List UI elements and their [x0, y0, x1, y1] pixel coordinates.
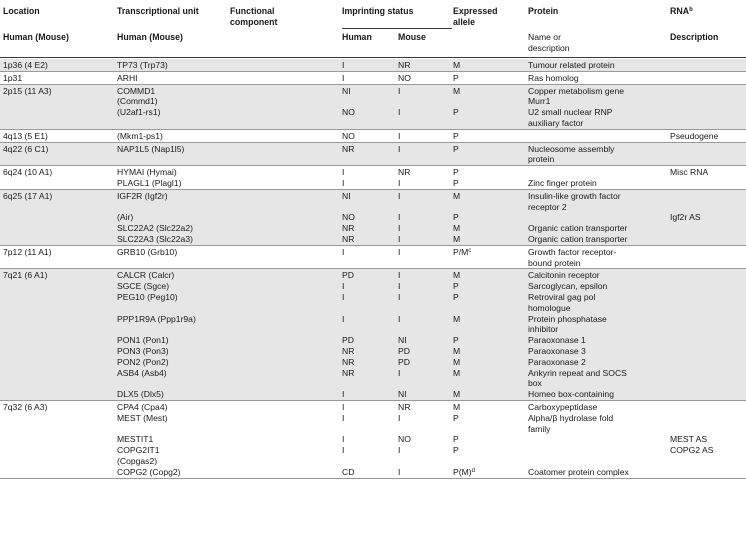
cell-loc: 6q25 (17 A1)	[3, 190, 53, 201]
cell-mouse: I	[398, 143, 401, 154]
cell-protein: Nucleosome assembly	[528, 143, 615, 154]
cell-loc: 2p15 (11 A3)	[3, 85, 52, 96]
cell-loc: 1p36 (4 E2)	[3, 60, 48, 70]
cell-unit: MEST (Mest)	[117, 412, 168, 423]
cell-allele: P	[453, 177, 459, 188]
cell-human: I	[342, 434, 345, 445]
cell-protein: Paraoxonase 3	[528, 345, 586, 356]
cell-human: NI	[342, 85, 351, 96]
header-allele: allele	[453, 17, 476, 27]
cell-unit: PON2 (Pon2)	[117, 356, 169, 367]
cell-human: I	[342, 313, 345, 324]
cell-protein: Coatomer protein complex	[528, 466, 629, 477]
cell-rna: Igf2r AS	[670, 212, 701, 223]
cell-rna: COPG2 AS	[670, 445, 714, 456]
cell-unit: (Copgas2)	[117, 456, 158, 466]
cell-rna: MEST AS	[670, 434, 708, 445]
cell-human: I	[342, 60, 345, 70]
cell-allele: M	[453, 367, 461, 378]
cell-loc: 4q13 (5 E1)	[3, 130, 48, 141]
cell-allele: M	[453, 85, 461, 96]
cell-unit: PEG10 (Peg10)	[117, 291, 178, 302]
cell-allele: P	[453, 434, 459, 445]
cell-unit: ARHI	[117, 72, 138, 83]
cell-unit: (Commd1)	[117, 96, 158, 107]
cell-mouse: NR	[398, 60, 411, 70]
cell-human: NR	[342, 356, 355, 367]
cell-human: NR	[342, 143, 355, 154]
cell-unit: NAP1L5 (Nap1l5)	[117, 143, 185, 154]
cell-allele: M	[453, 233, 461, 244]
cell-unit: PPP1R9A (Ppp1r9a)	[117, 313, 196, 324]
cell-mouse: I	[398, 291, 401, 302]
cell-protein: protein	[528, 154, 555, 165]
cell-unit: ASB4 (Asb4)	[117, 367, 167, 378]
cell-protein: U2 small nuclear RNP	[528, 107, 613, 118]
cell-unit: COPG2IT1	[117, 445, 160, 456]
header-rule	[0, 57, 746, 58]
cell-protein: Growth factor receptor-	[528, 246, 617, 257]
cell-loc: 4q22 (6 C1)	[3, 143, 49, 154]
cell-protein: homologue	[528, 302, 571, 313]
cell-human: PD	[342, 335, 354, 346]
header-rna: RNA$^b$	[670, 6, 693, 16]
cell-mouse: I	[398, 246, 401, 257]
cell-protein: auxiliary factor	[528, 117, 584, 128]
cell-human: I	[342, 412, 345, 423]
header-unit-sub: Human (Mouse)	[117, 32, 183, 42]
cell-human: NR	[342, 367, 355, 378]
cell-unit: (U2af1-rs1)	[117, 107, 161, 118]
cell-human: I	[342, 281, 345, 292]
cell-loc: 7q32 (6 A3)	[3, 402, 48, 412]
cell-mouse: NI	[398, 335, 407, 346]
cell-mouse: I	[398, 412, 401, 423]
cell-protein: Alpha/β hydrolase fold	[528, 412, 614, 423]
cell-protein: Insulin-like growth factor	[528, 190, 621, 201]
cell-unit: DLX5 (Dlx5)	[117, 389, 164, 400]
cell-unit: HYMAI (Hymai)	[117, 167, 177, 178]
cell-human: I	[342, 167, 345, 178]
cell-protein: Paraoxonase 2	[528, 356, 586, 367]
cell-human: NI	[342, 190, 351, 201]
cell-protein: Protein phosphatase	[528, 313, 607, 324]
cell-mouse: I	[398, 107, 401, 118]
cell-human: NR	[342, 233, 355, 244]
cell-unit: IGF2R (Igf2r)	[117, 190, 168, 201]
cell-protein: Ankyrin repeat and SOCS	[528, 367, 627, 378]
cell-human: I	[342, 177, 345, 188]
cell-allele: P	[453, 412, 459, 423]
table-row	[0, 246, 746, 269]
cell-allele: M	[453, 190, 461, 201]
cell-allele: M	[453, 345, 461, 356]
cell-protein: Organic cation transporter	[528, 223, 628, 234]
cell-human: NO	[342, 212, 355, 223]
cell-allele: M	[453, 223, 461, 234]
cell-protein: Carboxypeptidase	[528, 402, 598, 412]
cell-mouse: NR	[398, 167, 411, 178]
cell-allele: $P(M)^d$	[453, 466, 475, 477]
cell-mouse: I	[398, 466, 401, 477]
cell-allele: M	[453, 313, 461, 324]
header-location-sub: Human (Mouse)	[3, 32, 69, 42]
header-component: component	[230, 17, 278, 27]
cell-unit: (Mkm1-ps1)	[117, 130, 163, 141]
cell-unit: PON1 (Pon1)	[117, 335, 169, 346]
cell-unit: CPA4 (Cpa4)	[117, 402, 168, 412]
cell-human: I	[342, 72, 345, 83]
cell-allele: M	[453, 270, 461, 281]
cell-protein: Paraoxonase 1	[528, 335, 586, 346]
header-mouse: Mouse	[398, 32, 426, 42]
cell-mouse: I	[398, 85, 401, 96]
cell-allele: P	[453, 212, 459, 223]
header-protein-sub: Name or	[528, 32, 561, 42]
header-expressed: Expressed	[453, 6, 498, 16]
cell-allele: P	[453, 143, 459, 154]
cell-unit: MESTIT1	[117, 434, 154, 445]
cell-allele: M	[453, 402, 461, 412]
table-row	[0, 72, 746, 84]
cell-allele: P	[453, 167, 459, 178]
cell-allele: M	[453, 356, 461, 367]
cell-human: NO	[342, 107, 355, 118]
cell-protein: Calcitonin receptor	[528, 270, 600, 281]
cell-human: PD	[342, 270, 354, 281]
cell-protein: inhibitor	[528, 324, 559, 335]
imprinting-underline	[342, 28, 452, 29]
cell-mouse: I	[398, 130, 401, 141]
cell-unit: COPG2 (Copg2)	[117, 466, 181, 477]
cell-allele: P	[453, 291, 459, 302]
cell-unit: PLAGL1 (Plagl1)	[117, 177, 182, 188]
cell-protein: family	[528, 423, 551, 434]
header-rna-sub: Description	[670, 32, 719, 42]
cell-loc: 1p31	[3, 72, 23, 83]
cell-mouse: I	[398, 367, 401, 378]
table-row	[0, 401, 746, 478]
header-functional: Functional	[230, 6, 275, 16]
cell-mouse: I	[398, 177, 401, 188]
cell-mouse: NO	[398, 434, 411, 445]
cell-human: CD	[342, 466, 355, 477]
cell-protein: Sarcoglycan, epsilon	[528, 281, 608, 292]
cell-allele: P	[453, 130, 459, 141]
cell-unit: GRB10 (Grb10)	[117, 246, 178, 257]
cell-allele: P	[453, 445, 459, 456]
cell-human: I	[342, 246, 345, 257]
cell-mouse: I	[398, 445, 401, 456]
cell-human: I	[342, 389, 345, 400]
header-protein-sub2: description	[528, 43, 570, 53]
cell-unit: SGCE (Sgce)	[117, 281, 170, 292]
table-row	[0, 143, 746, 166]
cell-unit: TP73 (Trp73)	[117, 60, 168, 70]
cell-allele: $P/M^c$	[453, 246, 472, 257]
cell-protein: bound protein	[528, 257, 581, 268]
cell-unit: PON3 (Pon3)	[117, 345, 169, 356]
cell-loc: 7q21 (6 A1)	[3, 270, 48, 281]
table-row	[0, 59, 746, 71]
cell-protein: Zinc finger protein	[528, 177, 597, 188]
cell-mouse: I	[398, 313, 401, 324]
cell-protein: Retroviral gag pol	[528, 291, 596, 302]
cell-human: NR	[342, 223, 355, 234]
cell-allele: P	[453, 72, 459, 83]
cell-human: I	[342, 291, 345, 302]
header-protein: Protein	[528, 6, 559, 16]
cell-human: I	[342, 402, 345, 412]
table-row	[0, 130, 746, 142]
cell-unit: COMMD1	[117, 85, 156, 96]
cell-human: NO	[342, 130, 355, 141]
cell-mouse: PD	[398, 356, 410, 367]
cell-protein: Homeo box-containing	[528, 389, 614, 400]
cell-mouse: I	[398, 223, 401, 234]
cell-protein: Ras homolog	[528, 72, 579, 83]
header-human: Human	[342, 32, 372, 42]
header-location: Location	[3, 6, 40, 16]
cell-loc: 6q24 (10 A1)	[3, 167, 53, 178]
cell-mouse: I	[398, 270, 401, 281]
cell-human: I	[342, 445, 345, 456]
cell-mouse: NR	[398, 402, 411, 412]
cell-mouse: I	[398, 233, 401, 244]
cell-allele: M	[453, 60, 461, 70]
cell-unit: SLC22A3 (Slc22a3)	[117, 233, 193, 244]
cell-unit: (Air)	[117, 212, 134, 223]
header-imprinting: Imprinting status	[342, 6, 414, 16]
cell-allele: P	[453, 335, 459, 346]
cell-mouse: I	[398, 281, 401, 292]
row-divider	[0, 478, 746, 479]
cell-allele: P	[453, 107, 459, 118]
cell-protein: receptor 2	[528, 201, 567, 212]
cell-mouse: NI	[398, 389, 407, 400]
cell-rna: Pseudogene	[670, 130, 719, 141]
cell-rna: Misc RNA	[670, 167, 709, 178]
cell-mouse: I	[398, 190, 401, 201]
cell-protein: box	[528, 378, 542, 389]
cell-protein: Copper metabolism gene	[528, 85, 625, 96]
cell-unit: CALCR (Calcr)	[117, 270, 175, 281]
cell-mouse: I	[398, 212, 401, 223]
cell-protein: Organic cation transporter	[528, 233, 628, 244]
cell-allele: M	[453, 389, 461, 400]
cell-human: NR	[342, 345, 355, 356]
cell-mouse: NO	[398, 72, 411, 83]
table-row	[0, 190, 746, 245]
cell-loc: 7p12 (11 A1)	[3, 246, 52, 257]
cell-protein: Tumour related protein	[528, 60, 615, 70]
table-row	[0, 269, 746, 400]
cell-unit: SLC22A2 (Slc22a2)	[117, 223, 193, 234]
cell-protein: Murr1	[528, 96, 551, 107]
table-row	[0, 166, 746, 189]
header-unit: Transcriptional unit	[117, 6, 199, 16]
cell-allele: P	[453, 281, 459, 292]
cell-mouse: PD	[398, 345, 410, 356]
table-row	[0, 85, 746, 129]
table-header	[0, 0, 746, 58]
